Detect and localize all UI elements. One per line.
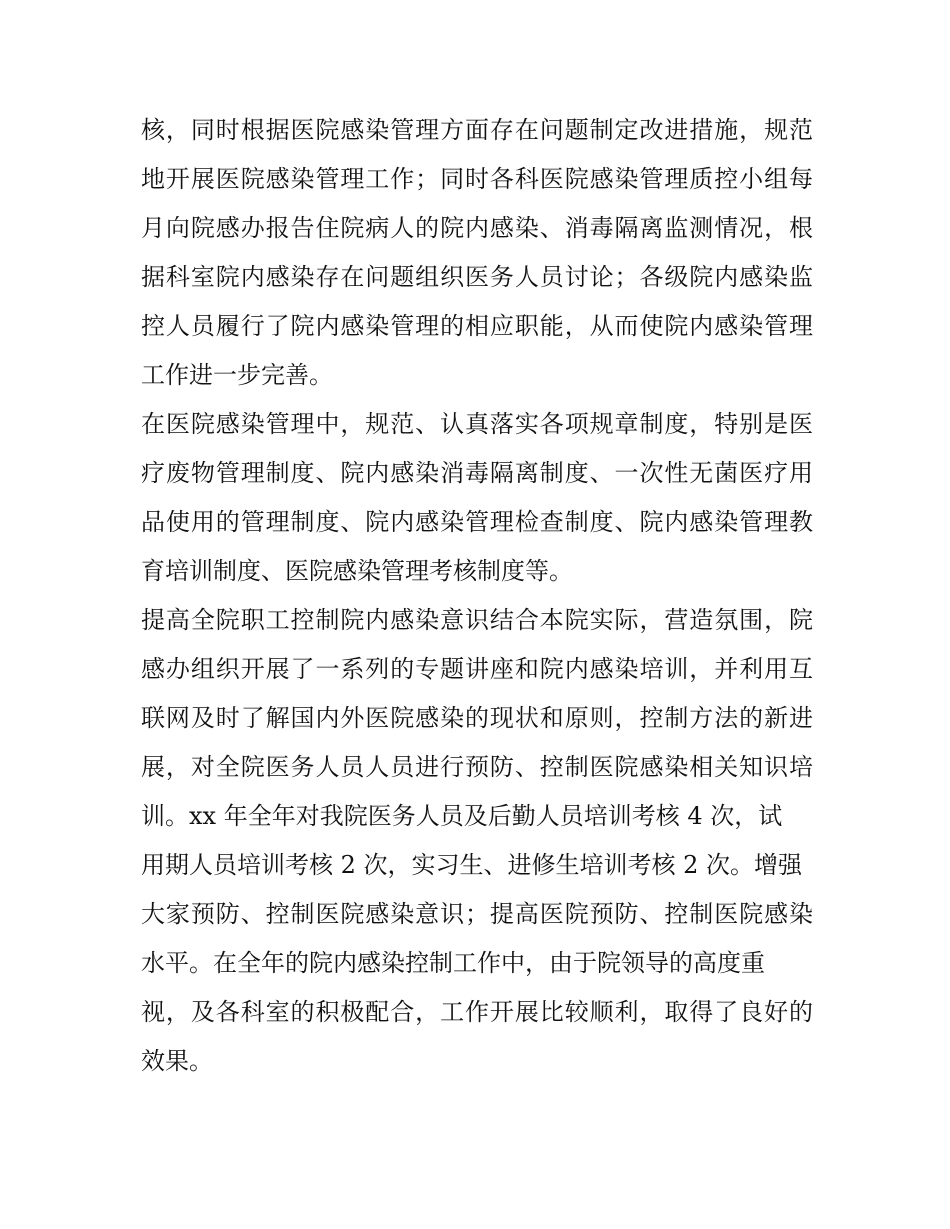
text-line: 训。xx 年全年对我院医务人员及后勤人员培训考核 4 次，试 (141, 802, 783, 830)
text-line: 据科室院内感染存在问题组织医务人员讨论；各级院内感染监 (141, 263, 813, 291)
text-line: 地开展医院感染管理工作；同时各科医院感染管理质控小组每 (141, 165, 813, 193)
text-line: 核，同时根据医院感染管理方面存在问题制定改进措施，规范 (141, 116, 813, 144)
text-line: 品使用的管理制度、院内感染管理检查制度、院内感染管理教 (141, 508, 813, 536)
text-line: 用期人员培训考核 2 次，实习生、进修生培训考核 2 次。增强 (141, 851, 803, 879)
text-line: 控人员履行了院内感染管理的相应职能，从而使院内感染管理 (141, 312, 813, 340)
text-line: 月向院感办报告住院病人的院内感染、消毒隔离监测情况，根 (141, 214, 813, 242)
text-line: 提高全院职工控制院内感染意识结合本院实际，营造氛围，院 (141, 606, 813, 634)
text-line: 联网及时了解国内外医院感染的现状和原则，控制方法的新进 (141, 704, 813, 732)
text-line: 大家预防、控制医院感染意识；提高医院预防、控制医院感染 (141, 900, 813, 928)
document-body (141, 106, 813, 1086)
text-line: 在医院感染管理中，规范、认真落实各项规章制度，特别是医 (141, 410, 813, 438)
text-line: 育培训制度、医院感染管理考核制度等。 (141, 557, 573, 585)
text-line: 展，对全院医务人员人员进行预防、控制医院感染相关知识培 (141, 753, 813, 781)
text-line: 水平。在全年的院内感染控制工作中，由于院领导的高度重 (141, 949, 765, 977)
text-line: 感办组织开展了一系列的专题讲座和院内感染培训，并利用互 (141, 655, 813, 683)
text-line: 工作进一步完善。 (141, 361, 333, 389)
text-line: 疗废物管理制度、院内感染消毒隔离制度、一次性无菌医疗用 (141, 459, 813, 487)
text-line: 效果。 (141, 1047, 213, 1075)
text-line: 视，及各科室的积极配合，工作开展比较顺利，取得了良好的 (141, 998, 813, 1026)
